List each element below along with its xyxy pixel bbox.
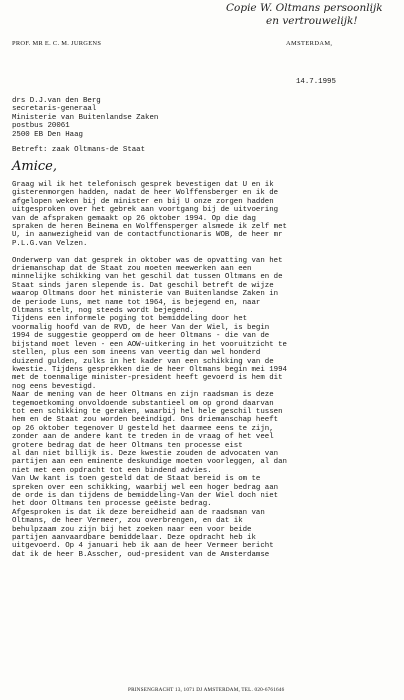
body-line: bijstand moet leven - een AOW-uitkering in het vooruitzicht te bbox=[12, 340, 287, 349]
body-line: grotere bedrag dat de heer Oltmans ten processe eist bbox=[12, 441, 243, 450]
body-line: zonder aan de andere kant te treden in de vraag of het veel bbox=[12, 433, 274, 442]
body-line: Onderwerp van dat gesprek in oktober was de opvatting van het bbox=[12, 256, 283, 265]
body-line: partijen aan een eminente deskundige moeten voorleggen, al dan bbox=[12, 458, 287, 467]
body-line bbox=[12, 248, 287, 256]
body-line: behulpzaam zou zijn bij het zoeken naar een voor beide bbox=[12, 525, 252, 534]
body-line: Graag wil ik het telefonisch gesprek bevestigen dat U en ik bbox=[12, 181, 274, 189]
body-line: afgelopen weken bij de minister en bij U onze zorgen hadden bbox=[12, 197, 274, 206]
body-line: het door Oltmans ten processe geëiste bedrag. bbox=[12, 500, 212, 509]
body-line: Staat sinds jaren slepende is. Dat geschil betreft de wijze bbox=[12, 281, 274, 290]
body-line: Tijdens een informele poging tot bemiddeling door het bbox=[12, 315, 248, 324]
handwritten-note-line: Copie W. Oltmans persoonlijk bbox=[226, 2, 383, 14]
body-line: hem en de Staat zou worden beëindigd. Ons driemanschap heeft bbox=[12, 416, 279, 425]
body-line: met de toenmalige minister-president heeft gevoerd is hem dit bbox=[12, 374, 283, 383]
body-line: van de afspraken gemaakt op 26 oktober 1994. Op die dag bbox=[12, 214, 256, 223]
body-line: partijen aanvaardbare bemiddelaar. Deze opdracht heb ik bbox=[12, 534, 256, 543]
body-line: Naar de mening van de heer Oltmans en zijn raadsman is deze bbox=[12, 391, 274, 400]
body-line: voormalig hoofd van de RVD, de heer Van der Wiel, is begin bbox=[12, 323, 270, 332]
body-line: uitgevoerd. Op 4 januari heb ik aan de heer Vermeer bericht bbox=[12, 542, 274, 551]
body-line: waarop Oltmans door het ministerie van Buitenlandse Zaken in bbox=[12, 290, 279, 299]
body-line: uitgesproken over het gebrek aan voortgang bij de uitvoering bbox=[12, 206, 279, 215]
letterhead-footer-address: PRINSENGRACHT 13, 1071 DJ AMSTERDAM, TEL. 020-6761646 bbox=[128, 687, 285, 693]
body-line: kwestie. Tijdens gesprekken die de heer Oltmans begin mei 1994 bbox=[12, 365, 287, 374]
handwritten-note bbox=[226, 2, 402, 28]
body-line: stellen, plus een som ineens van veertig dan wel honderd bbox=[12, 349, 261, 358]
body-line: de periode Luns, met name tot 1964, is bejegend en, naar bbox=[12, 298, 261, 307]
body-line: de orde is dan tijdens de bemiddeling-Van der Wiel doch niet bbox=[12, 492, 279, 501]
addressee-line: drs D.J.van den Berg bbox=[12, 97, 101, 105]
body-line: P.L.G.van Velzen. bbox=[12, 239, 88, 248]
addressee-line: Ministerie van Buitenlandse Zaken bbox=[12, 113, 159, 122]
body-line: Oltmans stelt, nog steeds wordt bejegend. bbox=[12, 307, 194, 316]
body-line: Oltmans, de heer Vermeer, zou overbrengen, en dat ik bbox=[12, 517, 243, 526]
addressee-line: 2500 EB Den Haag bbox=[12, 130, 83, 139]
body-line: 1994 de suggestie geopperd om de heer Oltmans - die van de bbox=[12, 332, 270, 341]
addressee-line: postbus 20061 bbox=[12, 122, 70, 131]
body-line: gisterenmorgen hadden, nadat de heer Wolffensberger en ik de bbox=[12, 189, 279, 198]
handwritten-note-line: en vertrouwelijk! bbox=[266, 15, 358, 27]
addressee-line: secretaris-generaal bbox=[12, 105, 97, 114]
body-line: Afgesproken is dat ik deze bereidheid aan de raadsman van bbox=[12, 508, 265, 517]
subject-line: Betreft: zaak Oltmans-de Staat bbox=[12, 146, 146, 154]
salutation: Amice, bbox=[12, 159, 57, 174]
body-line: tot een schikking te geraken, waarbij hel hele geschil tussen bbox=[12, 407, 283, 416]
letterhead-sender: PROF. MR E. C. M. JURGENS bbox=[12, 40, 102, 47]
addressee-block bbox=[12, 97, 158, 139]
body-line: al dan niet billijk is. Deze kwestie zouden de advocaten van bbox=[12, 449, 279, 458]
body-line: op 26 oktober tegenover U gesteld het daarmee eens te zijn, bbox=[12, 424, 274, 433]
body-line: minnelijke schikking van het geschil dat tussen Oltmans en de bbox=[12, 273, 283, 282]
letterhead-place: AMSTERDAM, bbox=[286, 40, 333, 47]
body-line: niet met een opdracht tot een bindend advies. bbox=[12, 466, 212, 475]
body-line: Van Uw kant is toen gesteld dat de Staat bereid is om te bbox=[12, 475, 261, 484]
body-line: spraken de heren Beinema en Wolffensperger alsmede ik zelf met bbox=[12, 223, 287, 232]
body-line: driemanschap dat de Staat zou moeten meewerken aan een bbox=[12, 265, 252, 274]
body-line: tegemoetkoming onvoldoende substantieel om op grond daarvan bbox=[12, 399, 274, 408]
body-line: spreken over een schikking, waarbij wel een hoger bedrag aan bbox=[12, 483, 279, 492]
body-line: dat ik de heer B.Asscher, oud-president van de Amsterdamse bbox=[12, 550, 270, 559]
body-line: nog eens bevestigd. bbox=[12, 382, 97, 391]
letter-date: 14.7.1995 bbox=[296, 78, 336, 86]
body-line: U, in aanwezigheid van de contactfunctionaris WOB, de heer mr bbox=[12, 231, 283, 240]
body-line: duizend gulden, zulks in het kader van een schikking van de bbox=[12, 357, 274, 366]
letter-body bbox=[12, 181, 287, 559]
